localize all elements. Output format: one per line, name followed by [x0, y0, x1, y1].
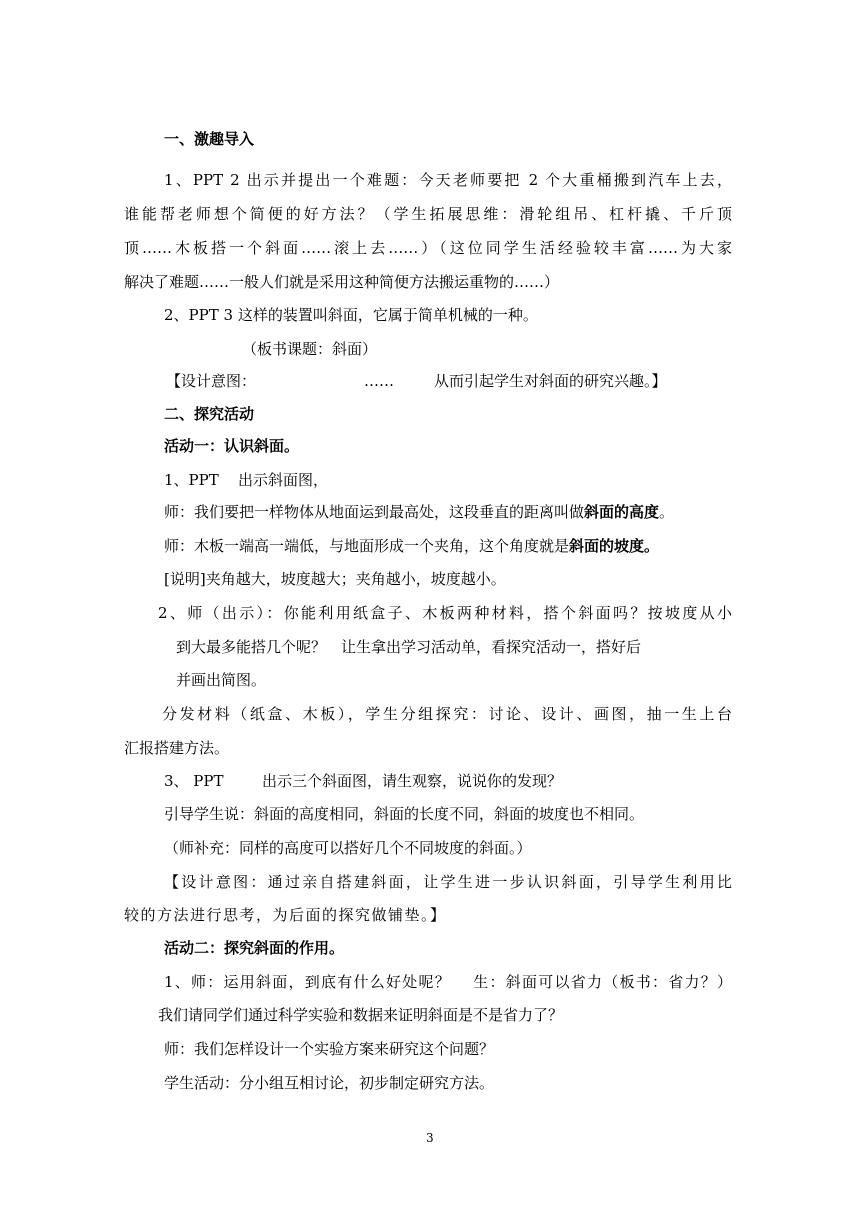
- activity-1-supplement: （师补充：同样的高度可以搭好几个不同坡度的斜面。）: [164, 839, 532, 857]
- activity-2-title: 活动二：探究斜面的作用。: [164, 939, 345, 957]
- paragraph-line: 汇报搭建方法。: [124, 739, 230, 757]
- paragraph-ppt3: 2、PPT 3 这样的装置叫斜面，它属于简单机械的一种。: [164, 306, 538, 324]
- heading-section-2: 二、探究活动: [164, 405, 255, 423]
- item-number: 1、PPT: [164, 471, 219, 489]
- term-slope-gradient: 斜面的坡度。: [569, 537, 660, 555]
- activity-2-student: 学生活动：分小组互相讨论，初步制定研究方法。: [164, 1074, 495, 1092]
- board-title-note: （板书课题：斜面）: [242, 340, 378, 358]
- paragraph-line: 解决了难题……一般人们就是采用这种简便方法搬运重物的……）: [124, 273, 560, 291]
- paragraph-line: 2、师（出示）：你能利用纸盒子、木板两种材料，搭个斜面吗？按坡度从小: [158, 604, 732, 622]
- activity-2-item-1: 1、师：运用斜面，到底有什么好处呢？ 生：斜面可以省力（板书：省力？）: [164, 973, 732, 991]
- paragraph-line: 顶……木板搭一个斜面……滚上去……）（这位同学生活经验较丰富……为大家: [124, 239, 732, 257]
- paragraph-line: 到大最多能搭几个呢？ 让生拿出学习活动单，看探究活动一，搭好后: [176, 638, 642, 656]
- activity-1-slope-definition: [164, 536, 659, 556]
- item-text: 出示斜面图，: [238, 471, 329, 489]
- term-slope-height: 斜面的高度: [584, 503, 660, 521]
- activity-2-prove: 我们请同学们通过科学实验和数据来证明斜面是不是省力了？: [158, 1006, 564, 1024]
- paragraph-line: 谁能帮老师想个简便的好方法？（学生拓展思维：滑轮组吊、杠杆撬、千斤顶: [124, 205, 732, 223]
- heading-section-1: 一、激趣导入: [164, 130, 255, 148]
- activity-1-title: 活动一：认识斜面。: [164, 437, 300, 455]
- paragraph-line: 较的方法进行思考，为后面的探究做铺垫。】: [124, 906, 447, 924]
- activity-1-guide: 引导学生说：斜面的高度相同，斜面的长度不同，斜面的坡度也不相同。: [164, 805, 645, 823]
- definition-end: 。: [659, 503, 675, 521]
- paragraph-line: 【设计意图：通过亲自搭建斜面，让学生进一步认识斜面，引导学生利用比: [164, 873, 732, 891]
- page-number: 3: [426, 1131, 434, 1145]
- item-number: 3、 PPT: [164, 772, 224, 790]
- item-text: 出示三个斜面图，请生观察，说说你的发现？: [262, 772, 563, 790]
- paragraph-line: 分发材料（纸盒、木板），学生分组探究：讨论、设计、画图，抽一生上台: [162, 705, 732, 723]
- design-intent-ellipsis: ……: [364, 372, 394, 390]
- definition-text: 师：我们要把一样物体从地面运到最高处，这段垂直的距离叫做: [164, 503, 585, 521]
- activity-1-height-definition: [164, 502, 674, 522]
- design-intent-open: 【设计意图：: [166, 372, 257, 390]
- activity-1-note: [说明]夹角越大，坡度越大；夹角越小，坡度越小。: [164, 570, 506, 588]
- definition-text: 师：木板一端高一端低，与地面形成一个夹角，这个角度就是: [164, 537, 570, 555]
- design-intent-rest: 从而引起学生对斜面的研究兴趣。】: [434, 372, 667, 390]
- paragraph-line: 1、PPT 2 出示并提出一个难题：今天老师要把 2 个大重桶搬到汽车上去，: [164, 171, 732, 189]
- paragraph-line: 并画出简图。: [176, 671, 267, 689]
- activity-2-design: 师：我们怎样设计一个实验方案来研究这个问题？: [164, 1040, 495, 1058]
